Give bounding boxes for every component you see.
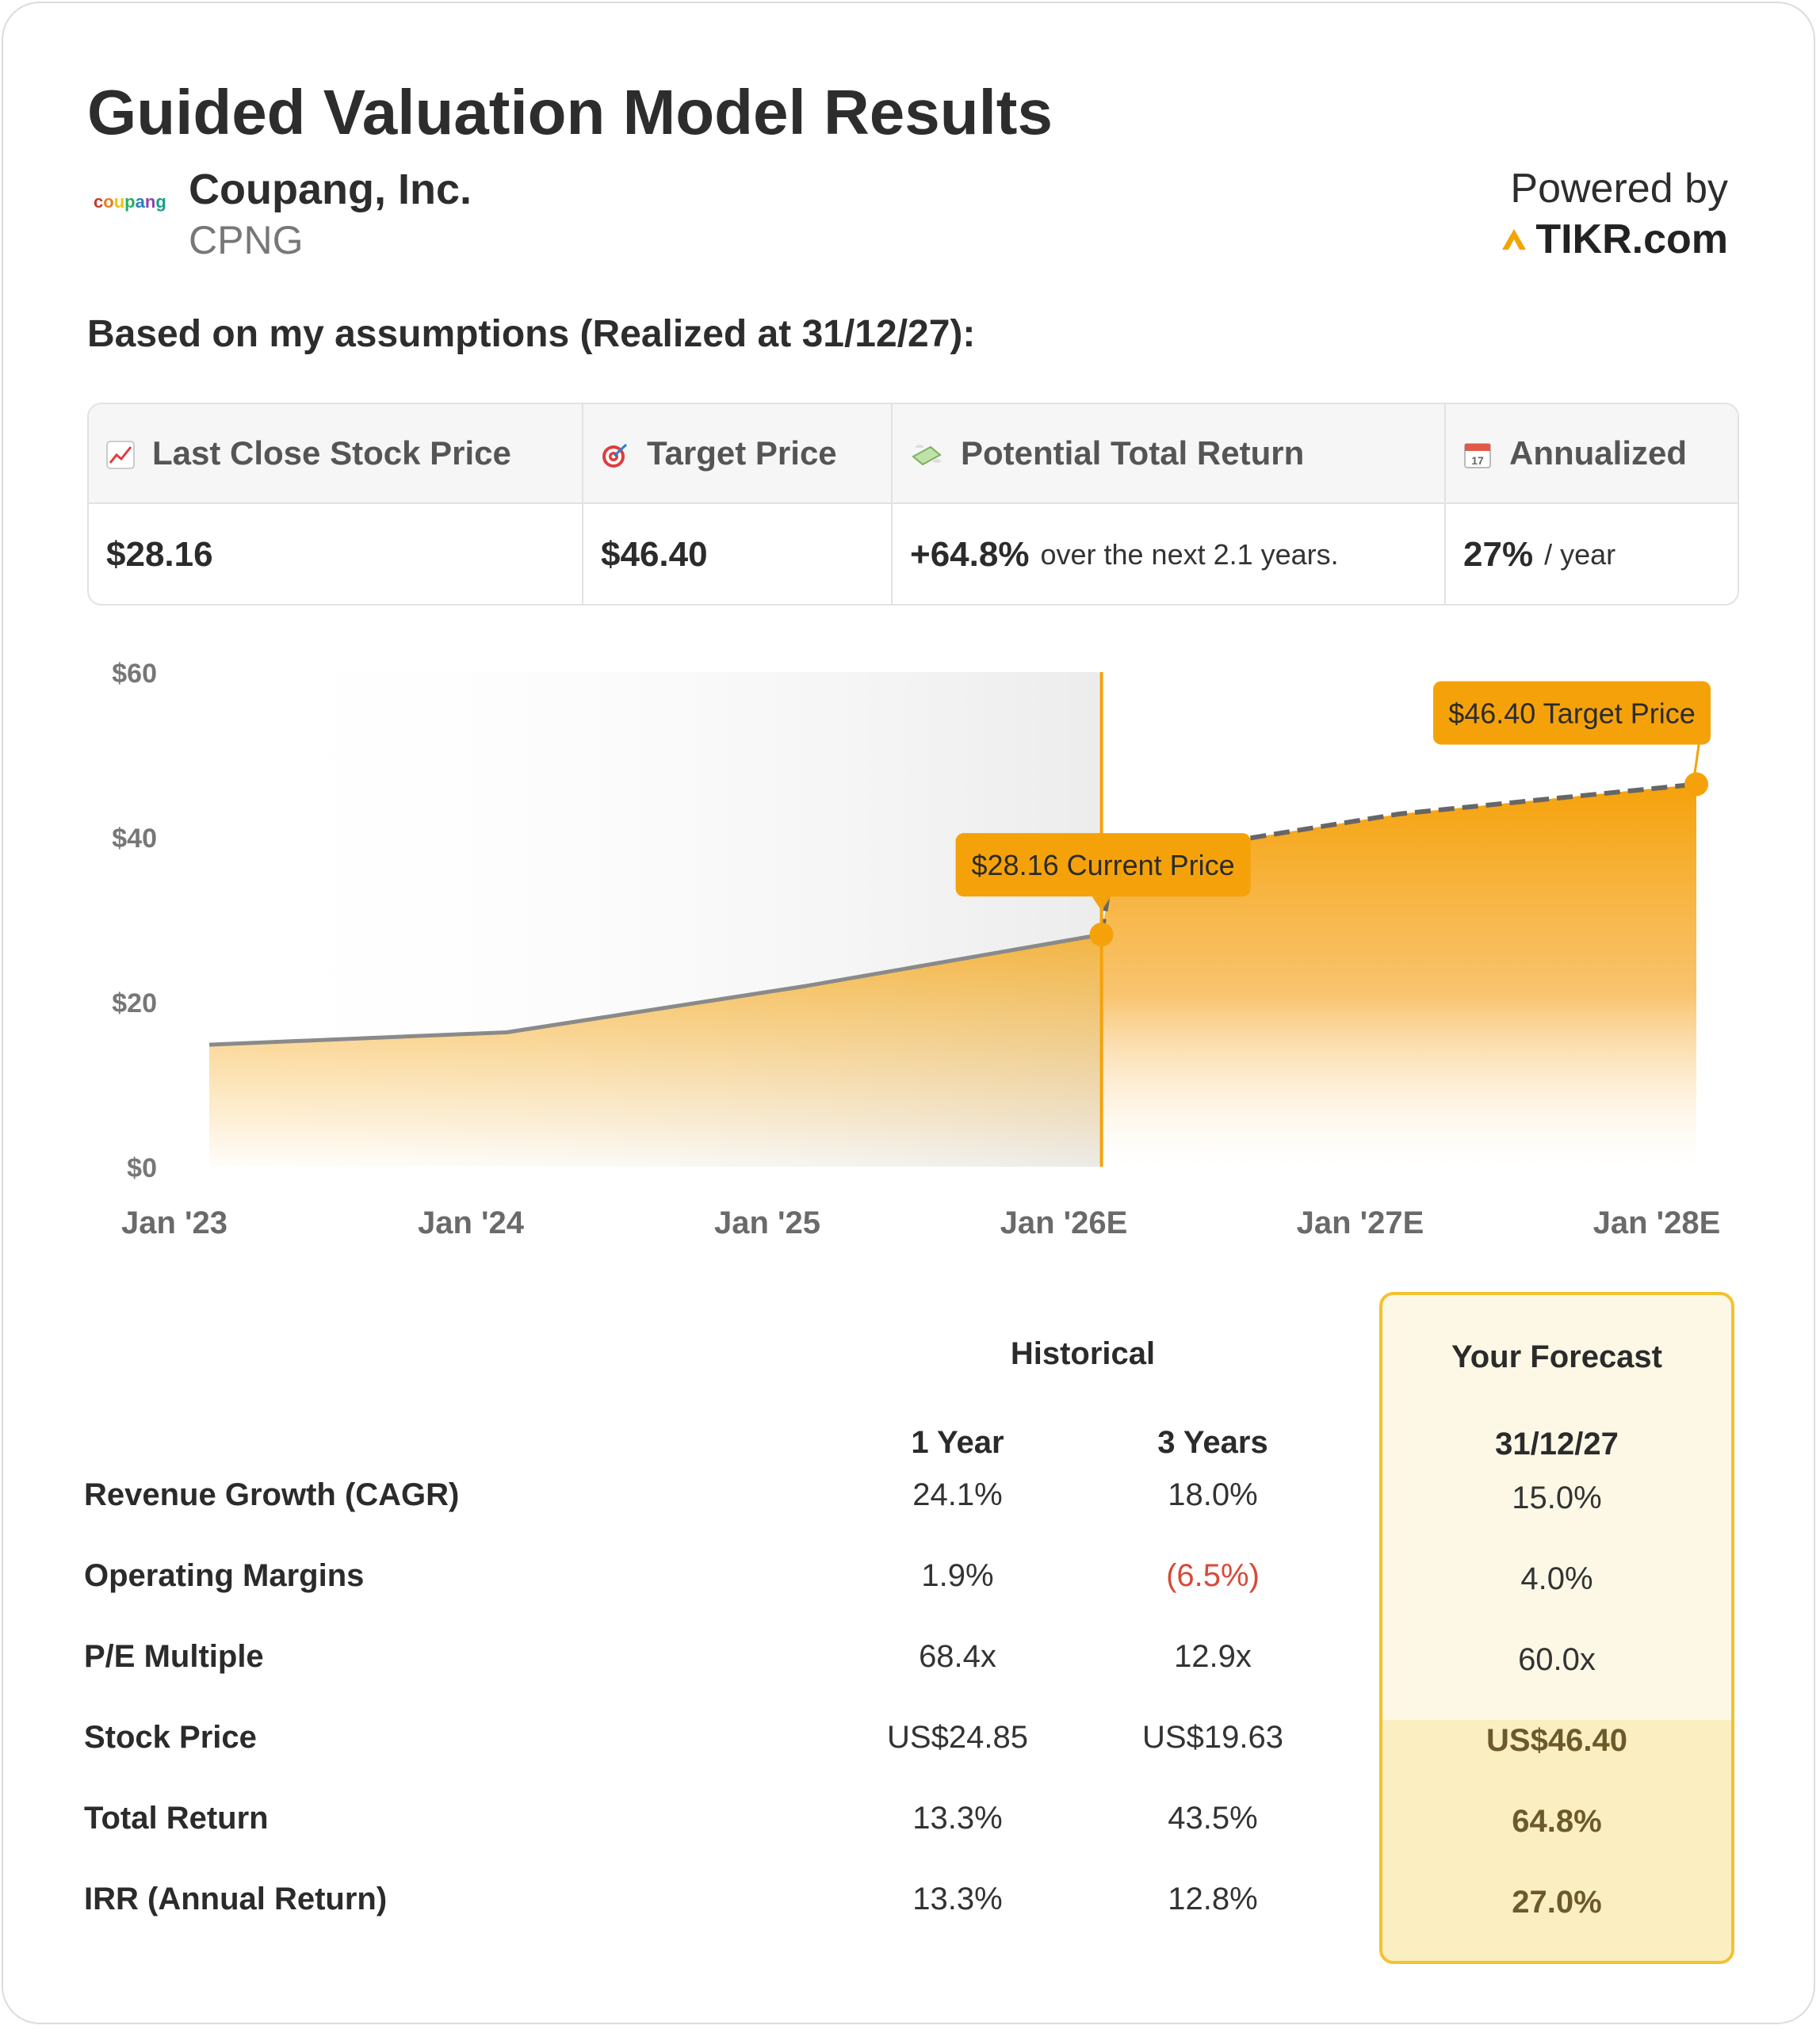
potential-return-label: Potential Total Return bbox=[961, 434, 1305, 472]
row-label: Total Return bbox=[84, 1801, 269, 1836]
row-label: IRR (Annual Return) bbox=[84, 1882, 388, 1916]
y-tick-label: $20 bbox=[112, 988, 157, 1018]
last-close-header bbox=[89, 404, 582, 504]
logo-letter: a bbox=[135, 192, 145, 212]
target-price-point bbox=[1684, 772, 1708, 796]
logo-letter: n bbox=[144, 192, 156, 212]
potential-return-suffix: over the next 2.1 years. bbox=[1040, 538, 1339, 571]
y-tick-label: $60 bbox=[112, 659, 157, 689]
row-label: Operating Margins bbox=[84, 1558, 365, 1593]
cell-1-year: 13.3% bbox=[912, 1801, 1003, 1836]
target-price-column bbox=[583, 404, 893, 604]
cell-1-year: US$24.85 bbox=[887, 1720, 1028, 1755]
row-label: P/E Multiple bbox=[84, 1639, 264, 1674]
potential-return-column bbox=[893, 404, 1446, 604]
x-tick-label: Jan '24 bbox=[417, 1206, 525, 1240]
x-tick-label: Jan '27E bbox=[1296, 1206, 1424, 1240]
money-wings-icon bbox=[910, 439, 943, 468]
target-price-header bbox=[583, 404, 891, 504]
svg-text:17: 17 bbox=[1471, 454, 1484, 467]
cell-3-years: (6.5%) bbox=[1166, 1558, 1260, 1593]
cell-forecast: 15.0% bbox=[1512, 1481, 1602, 1515]
cell-3-years: 12.8% bbox=[1168, 1882, 1258, 1916]
price-chart bbox=[0, 634, 1820, 1268]
summary-stats-table bbox=[87, 403, 1739, 606]
col-1-year: 1 Year bbox=[911, 1425, 1004, 1460]
assumptions-heading: Based on my assumptions (Realized at 31/12/27): bbox=[87, 313, 976, 355]
col-3-years: 3 Years bbox=[1157, 1425, 1268, 1460]
target-icon bbox=[601, 439, 629, 468]
cell-1-year: 24.1% bbox=[912, 1477, 1003, 1512]
target-callout-pointer bbox=[1695, 739, 1700, 773]
last-close-column bbox=[89, 404, 583, 604]
company-logo bbox=[94, 192, 166, 212]
tikr-brand-label: TIKR.com bbox=[1535, 216, 1728, 262]
cell-3-years: 18.0% bbox=[1168, 1477, 1258, 1512]
last-close-label: Last Close Stock Price bbox=[152, 434, 511, 472]
last-close-value: $28.16 bbox=[106, 535, 213, 574]
target-price-value: $46.40 bbox=[601, 535, 708, 574]
cell-forecast: 64.8% bbox=[1512, 1804, 1602, 1839]
y-tick-label: $40 bbox=[112, 823, 157, 854]
annualized-header bbox=[1446, 404, 1739, 504]
annualized-label: Annualized bbox=[1509, 434, 1688, 472]
calendar-icon bbox=[1463, 439, 1492, 468]
company-name: Coupang, Inc. bbox=[189, 166, 472, 213]
powered-by-label: Powered by bbox=[1510, 166, 1728, 212]
row-label: Revenue Growth (CAGR) bbox=[84, 1477, 460, 1512]
col-forecast-date: 31/12/27 bbox=[1495, 1427, 1619, 1462]
y-tick-label: $0 bbox=[127, 1153, 157, 1183]
plot-area bbox=[112, 659, 1720, 1240]
logo-letter: g bbox=[155, 192, 166, 212]
current-price-point bbox=[1090, 923, 1114, 946]
potential-return-header bbox=[893, 404, 1444, 504]
annualized-suffix: / year bbox=[1544, 538, 1616, 571]
cell-1-year: 68.4x bbox=[919, 1639, 996, 1674]
potential-return-value: +64.8% bbox=[910, 535, 1030, 574]
logo-letter: c bbox=[94, 192, 104, 212]
cell-forecast: 27.0% bbox=[1512, 1885, 1602, 1920]
target-price-label: Target Price bbox=[647, 434, 837, 472]
x-tick-label: Jan '28E bbox=[1592, 1206, 1721, 1240]
forecast-heading: Your Forecast bbox=[1451, 1339, 1662, 1374]
cell-forecast: 60.0x bbox=[1518, 1642, 1596, 1677]
x-tick-label: Jan '23 bbox=[120, 1206, 228, 1240]
tikr-logo-icon bbox=[1501, 227, 1528, 251]
annualized-column bbox=[1446, 404, 1739, 604]
target-price-label: $46.40 Target Price bbox=[1448, 697, 1696, 730]
x-tick-label: Jan '25 bbox=[713, 1206, 821, 1240]
annualized-value: 27% bbox=[1463, 535, 1534, 574]
cell-3-years: US$19.63 bbox=[1142, 1720, 1283, 1755]
cell-3-years: 43.5% bbox=[1168, 1801, 1258, 1836]
cell-1-year: 1.9% bbox=[921, 1558, 994, 1593]
x-tick-label: Jan '26E bbox=[1000, 1206, 1128, 1240]
row-label: Stock Price bbox=[84, 1720, 257, 1755]
logo-letter: u bbox=[113, 192, 125, 212]
cell-1-year: 13.3% bbox=[912, 1882, 1003, 1916]
logo-letter: p bbox=[124, 192, 136, 212]
company-ticker: CPNG bbox=[189, 218, 304, 262]
current-price-label: $28.16 Current Price bbox=[971, 849, 1235, 882]
page-title: Guided Valuation Model Results bbox=[87, 77, 1053, 147]
forecast-column-box bbox=[1379, 1292, 1734, 1964]
cell-forecast: US$46.40 bbox=[1486, 1723, 1627, 1758]
cell-3-years: 12.9x bbox=[1174, 1639, 1252, 1674]
historical-heading: Historical bbox=[1010, 1336, 1156, 1371]
cell-forecast: 4.0% bbox=[1520, 1561, 1593, 1596]
chart-increasing-icon bbox=[106, 439, 135, 468]
logo-letter: o bbox=[103, 192, 114, 212]
tikr-brand[interactable] bbox=[1501, 216, 1728, 263]
